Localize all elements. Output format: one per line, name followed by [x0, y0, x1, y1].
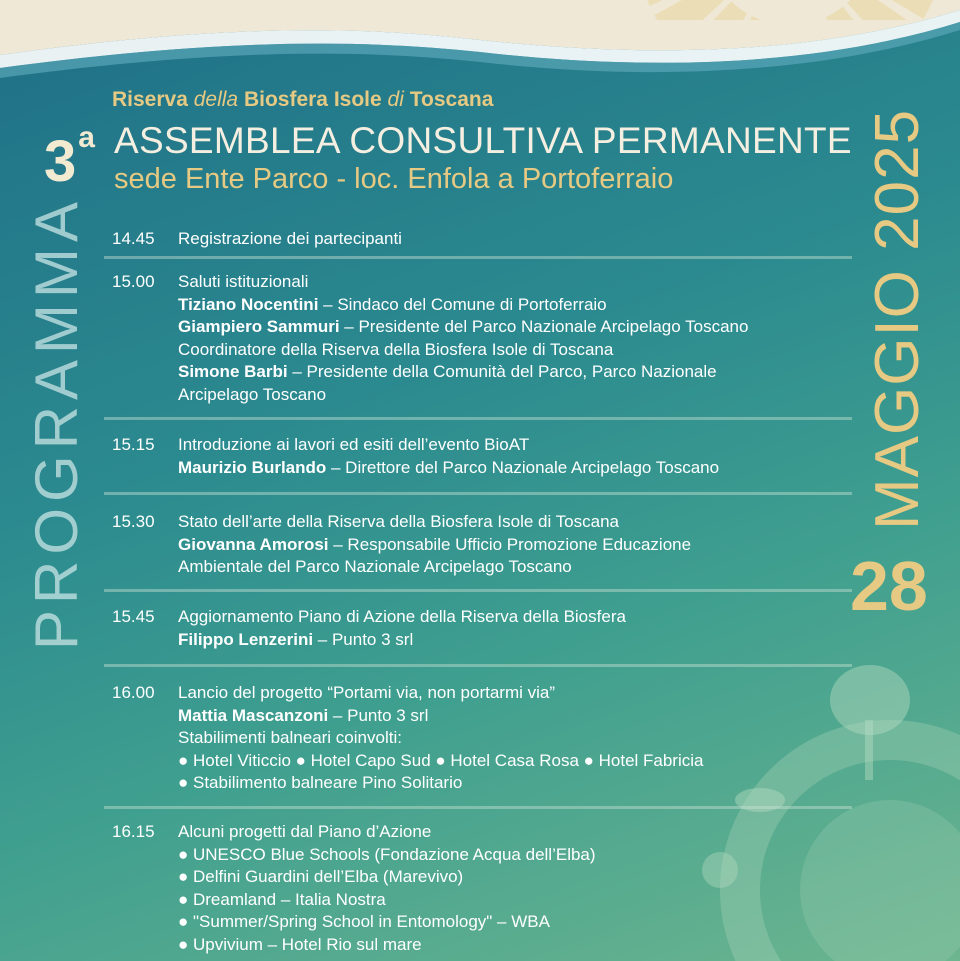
agenda-line: ● Upvivium – Hotel Rio sul mare — [178, 934, 422, 954]
date-day: 28 — [850, 547, 928, 625]
agenda-title: Alcuni progetti dal Piano d’Azione — [178, 822, 432, 841]
agenda-title: Registrazione dei partecipanti — [178, 229, 402, 248]
programma-label: PROGRAMMA — [23, 195, 90, 650]
event-location: sede Ente Parco - loc. Enfola a Portoferraio — [114, 163, 674, 195]
agenda-line: ● Delfini Guardini dell’Elba (Marevivo) — [178, 867, 464, 886]
agenda-title: Aggiornamento Piano di Azione della Riserva della Biosfera — [178, 607, 626, 626]
agenda-line: ● "Summer/Spring School in Entomology" – WBA — [178, 912, 550, 931]
agenda-title: Introduzione ai lavori ed esiti dell’evento BioAT — [178, 435, 530, 454]
separator — [104, 806, 852, 809]
organization-name: Riserva della Biosfera Isole di Toscana — [112, 88, 494, 111]
agenda-line: Coordinatore della Riserva della Biosfera Isole di Toscana — [178, 339, 614, 359]
agenda-line: Giovanna Amorosi – Responsabile Ufficio Promozione Educazione — [178, 534, 692, 554]
agenda-time: 14.45 — [112, 229, 155, 248]
agenda-time: 15.45 — [112, 607, 155, 626]
separator — [104, 589, 852, 592]
separator — [104, 417, 852, 420]
separator — [104, 664, 852, 667]
separator — [104, 256, 852, 259]
agenda-time: 16.00 — [112, 683, 155, 702]
agenda-title: Stato dell’arte della Riserva della Biosfera Isole di Toscana — [178, 512, 619, 531]
agenda-line: Tiziano Nocentini – Sindaco del Comune di Portoferraio — [178, 294, 607, 314]
agenda-time: 16.15 — [112, 822, 155, 841]
agenda-line: Giampiero Sammuri – Presidente del Parco Nazionale Arcipelago Toscano — [178, 317, 749, 336]
agenda-line: Filippo Lenzerini – Punto 3 srl — [178, 629, 414, 649]
agenda-line: ● Hotel Viticcio ● Hotel Capo Sud ● Hotel Casa Rosa ● Hotel Fabricia — [178, 750, 704, 770]
agenda-title: Lancio del progetto “Portami via, non portarmi via” — [178, 683, 556, 702]
agenda-title: Saluti istituzionali — [178, 272, 309, 291]
agenda-line: Arcipelago Toscano — [178, 384, 327, 404]
agenda-line: ● Dreamland – Italia Nostra — [178, 889, 386, 909]
agenda-time: 15.30 — [112, 512, 155, 531]
agenda-line: Mattia Mascanzoni – Punto 3 srl — [178, 705, 429, 725]
date-month-year: MAGGIO 2025 — [863, 108, 932, 530]
edition-number: 3$^a$ — [44, 120, 95, 194]
agenda-time: 15.00 — [112, 272, 155, 291]
agenda-time: 15.15 — [112, 435, 155, 454]
agenda-line: ● Stabilimento balneare Pino Solitario — [178, 773, 463, 792]
separator — [104, 492, 852, 495]
agenda-line: Simone Barbi – Presidente della Comunità del Parco, Parco Nazionale — [178, 362, 717, 381]
sun-decoration — [640, 0, 940, 20]
agenda-line: ● UNESCO Blue Schools (Fondazione Acqua dell’Elba) — [178, 844, 596, 864]
agenda-line: Stabilimenti balneari coinvolti: — [178, 728, 402, 747]
event-title: ASSEMBLEA CONSULTIVA PERMANENTE — [114, 120, 852, 161]
agenda-line: Ambientale del Parco Nazionale Arcipelago Toscano — [178, 557, 572, 576]
agenda-line: Maurizio Burlando – Direttore del Parco Nazionale Arcipelago Toscano — [178, 457, 720, 477]
